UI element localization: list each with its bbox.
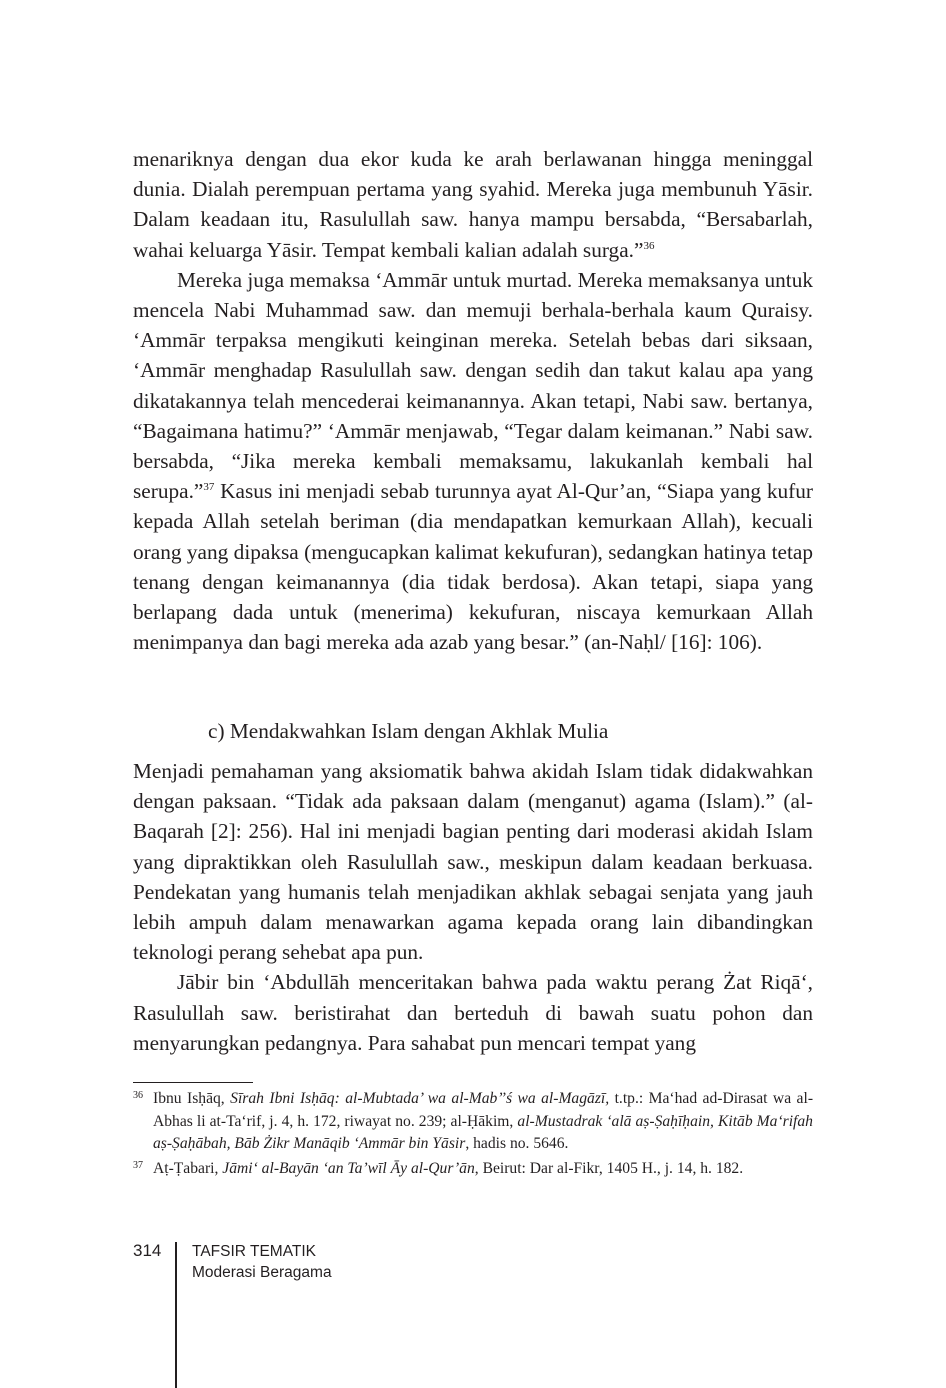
footnote-37-title-1: Jāmi‘ al-Bayān ‘an Ta’wīl Āy al-Qur’ān <box>222 1159 475 1177</box>
footnote-36 <box>133 1088 813 1156</box>
footnote-divider <box>133 1082 253 1083</box>
footnote-number: 36 <box>133 1090 143 1101</box>
footnote-ref-36[interactable]: 36 <box>643 239 655 252</box>
section-heading: c) Mendakwahkan Islam dengan Akhlak Mulia <box>208 719 609 743</box>
body-text-top <box>133 144 813 657</box>
footnote-36-title-1: Sīrah Ibni Isḥāq: al-Mubtada’ wa al-Mab’’ś wa al-Magāzī, <box>230 1090 610 1107</box>
page-number: 314 <box>133 1241 162 1260</box>
paragraph-3: Menjadi pemahaman yang aksiomatik bahwa akidah Islam tidak didakwahkan dengan paksaan. “Tidak ada paksaan dalam (menganut) agama (Islam).” (al-Baqarah [2]: 256). Hal ini menjadi bagian penting dari moderasi akidah Islam yang dipraktikkan oleh Rasulullah saw., meskipun dalam keadaan berkuasa. Pendekatan yang humanis telah menjadikan akhlak sebagai senjata yang jauh lebih ampuh dalam menawarkan agama kepada orang lain dibandingkan teknologi perang sehebat apa pun. <box>133 759 813 965</box>
body-text-bottom <box>133 756 813 1058</box>
footnote-36-text-2: t.tp.: Ma‘had ad-Dirasat wa al-Abhas li at-Ta‘rif, j. 4, h. 172, riwayat no. 239; al-Ḥākim, <box>153 1090 814 1130</box>
footnote-37-text-2: , Beirut: Dar al-Fikr, 1405 H., j. 14, h. 182. <box>474 1159 744 1177</box>
paragraph-1 <box>133 144 813 265</box>
footnote-36-text-1: Ibnu Isḥāq, <box>153 1090 231 1107</box>
paragraph-1-text: menariknya dengan dua ekor kuda ke arah berlawanan hingga meninggal dunia. Dialah perempuan pertama yang syahid. Mereka juga membunuh Yāsir. Dalam keadaan itu, Rasulullah saw. hanya mampu bersabda, “Bersabarlah, wahai keluarga Yāsir. Tempat kembali kalian adalah surga.” <box>133 147 813 262</box>
footnote-number: 37 <box>133 1159 143 1171</box>
footnote-36-text-3: , hadis no. 5646. <box>465 1135 569 1153</box>
footnote-37-text-1: Aṭ-Ṭabari, <box>153 1159 223 1177</box>
book-title: TAFSIR TEMATIK <box>192 1243 317 1260</box>
running-footer <box>192 1241 332 1283</box>
paragraph-2 <box>133 265 813 658</box>
footnote-36-title-2: al-Mustadrak ‘alā aṣ-Ṣaḥīḥain, Kitāb Ma‘rifah aṣ-Ṣaḥābah, Bāb Żikr Manāqib ‘Ammār bin Yāsir <box>153 1112 813 1153</box>
paragraph-2-text-a: Mereka juga memaksa ‘Ammār untuk murtad. Mereka memaksanya untuk mencela Nabi Muhammad saw. dan memuji berhala-berhala kaum Quraisy. ‘Ammār terpaksa mengikuti keinginan mereka. Setelah bebas dari siksaan, ‘Ammār menghadap Rasulullah saw. dengan sedih dan takut kalau apa yang dikatakannya telah mencederai keimanannya. Akan tetapi, Nabi saw. bertanya, “Bagaimana hatimu?” ‘Ammār menjawab, “Tegar dalam keimanan.” Nabi saw. bersabda, “Jika mereka kembali memaksamu, lakukanlah kembali hal serupa.” <box>133 267 813 504</box>
footnotes <box>133 1088 813 1182</box>
footnote-37 <box>133 1158 813 1181</box>
footer-vertical-rule <box>175 1242 177 1388</box>
paragraph-2-text-b: Kasus ini menjadi sebab turunnya ayat Al-Qur’an, “Siapa yang kufur kepada Allah setelah beriman (dia mendapatkan kemurkaan Allah), kecuali orang yang dipaksa (mengucapkan kalimat kekufuran), sedangkan hatinya tetap tenang dengan keimanannya (dia tidak berdosa). Akan tetapi, siapa yang berlapang dada untuk (menerima) kekufuran, niscaya kemurkaan Allah menimpanya dan bagi mereka ada azab yang besar.” (an-Naḥl/ [16]: 106). <box>133 479 813 655</box>
paragraph-4: Jābir bin ‘Abdullāh menceritakan bahwa pada waktu perang Żat Riqā‘, Rasulullah saw. beristirahat dan berteduh di bawah suatu pohon dan menyarungkan pedangnya. Para sahabat pun mencari tempat yang <box>133 970 813 1055</box>
footnote-ref-37[interactable]: 37 <box>203 481 215 494</box>
book-subtitle: Moderasi Beragama <box>192 1264 332 1281</box>
